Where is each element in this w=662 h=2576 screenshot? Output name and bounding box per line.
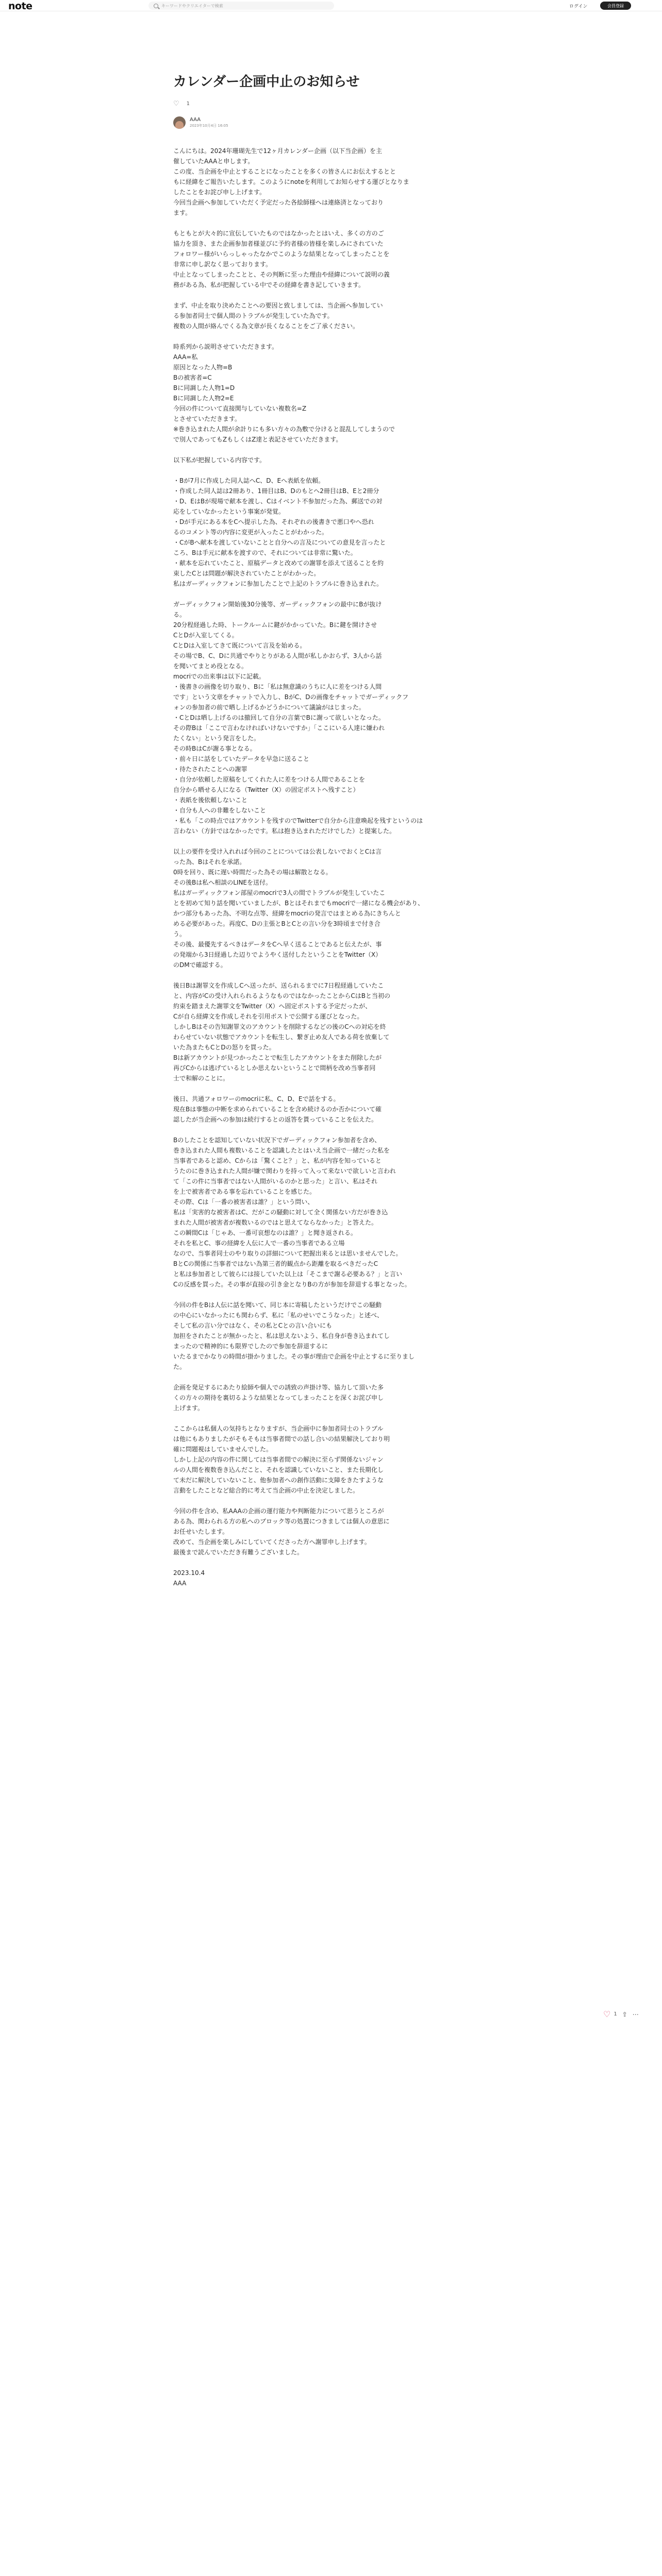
body-paragraph: まず、中止を取り決めたことへの要因と致しましては、当企画へ参加してい る参加者同士で個人間のトラブルが発生していた為です。 複数の人間が絡んでくる為文章が長くなることをご了承ください。 <box>173 302 383 330</box>
body-paragraph: 今回の件をBは人伝に話を聞いて、同じ本に寄稿したというだけでこの騒動 の中心にいなかったにも関わらず、私に「私のせいでこうなった」と述べ、 そして私の言い分ではなく、その私とCとの言い合いにも 加担をされたことが無かったと、私は思えないよう、私自身が巻き込まれてし まったので精神的にも限界でしたので参加を辞退するに いたるまでかなりの時間が掛かりました。その事が理由で企画を中止とするに至りまし た。 <box>173 1301 415 1370</box>
login-link[interactable]: ログイン <box>569 4 588 9</box>
paragraph-gap <box>173 290 493 300</box>
paragraph-gap <box>173 836 493 846</box>
search-placeholder: キーワードやクリエイターで検索 <box>161 3 223 8</box>
avatar[interactable] <box>173 116 186 129</box>
body-paragraph: ・Bが7月に作成した同人誌へC、D、Eへ表紙を依頼。 ・作成した同人誌は2冊あり、1冊目はB、Dのもとへ2冊目はB、Eと2冊分 ・D、EはBが現場で献本を渡し、Cはイベント不参加だった為、郵送での対 応をしていなかったという事案が発覚。 ・Dが手元にある本をCへ提示した為、それぞれの後書きで悪口やへ恐れ るのコメント等の内容に変更が入ったことがわかった。 ・CがBへ献本を渡していないことと自分への言及についての意見を言ったと ころ、Bは手元に献本を渡すので、それについては非常に驚いた。 ・献本を忘れていたこと、原稿データと改めての謝罪を添えて送ることを約 束したCとは問題が解決されていたことがわかった。 私はガーディックフォンに参加したことで上記のトラブルに巻き込まれた。 <box>173 477 386 587</box>
author-info[interactable] <box>173 116 228 129</box>
search-input[interactable] <box>148 2 334 10</box>
paragraph-gap <box>173 1125 493 1135</box>
body-paragraph: Bのしたことを認知していない状況下でガーディックフォン参加者を含め、 巻き込まれた人間も複数いることを認識したとはいえ当企画で一緒だった私を 当事者であると認め、Cからは「驚くこと？」と、私が内容を知っていると うたのに巻き込まれた人間が嫌で関わりを持って入って来ないで欲しいと言われ て「この件に当事者ではない人間がいるのかと思った」と言い、私はそれ を上で被害者である事を忘れていることを感じた。 その際、Cは「一番の被害者は誰？」という問い、 私は「実害的な被害者はC、だがこの騒動に対して全く関係ない方だが巻き込 まれた人間が被害者が複数いるのではと思えてならなかった」と答えた。 この瞬間Cは「じゃあ、一番可哀想なのは誰？」と聞き返される。 それを私とC、事の経緯を人伝に人で一番の当事者である立場 なので、当事者同士のやり取りの詳細について把握出来るとは思いませんでした。 BとCの関係に当事者ではない為第三者的観点から距離を取るべきだったC と私は参加者として彼らには接していた以上は「そこまで謝る必要ある？」と言い Cの反感を買った。その事が直接の引き金となりBの方が参加を辞退する事となった。 <box>173 1137 411 1288</box>
body-paragraph: もともとが大々的に宣伝していたものではなかったとはいえ、多くの方のご 協力を頂き、また企画参加者様並びに予約者様の皆様を楽しみにされていた フォロワー様がいらっしゃったなかでこのような結果となってしまったことを 非常に申し訳なく思っております。 中止となってしまったことと、その判断に至った理由や経緯について説明の義 務がある為、私が把握している中でその経緯を書き記していきます。 <box>173 230 390 289</box>
body-paragraph: 今回の件を含め、私AAAの企画の運行能力や判断能力について思うところが ある為、関わられる方の私へのブロック等の処置につきましては個人の意思に お任せいたします。 改めて、当企画を楽しみにしていてくださった方へ謝罪申し上げます。 最後まで読んでいただき有難うございました。 <box>173 1507 390 1556</box>
paragraph-gap <box>173 970 493 980</box>
paragraph-gap <box>173 1372 493 1382</box>
paragraph-gap <box>173 1083 493 1094</box>
body-paragraph: ガーディックフォン開始後30分後等、ガーディックフォンの最中にBが抜け る。 20分程経過した時、トークルームに鍵がかかっていた。Bに鍵を開けさせ CとDが入室してくる。 CとDは入室してきて既について言及を始める。 その場でB、C、Dに共通でやりとりがある人間が私しかおらず、3人から話 を聞いてまとめ役となる。 mocriでの出来事は以下に記載。 ・後書きの画像を切り取り、Bに「私は無意識のうちに人に差をつける人間 です」という文章をチャットで入力し、BがC、Dの画像をチャットでガーディックフ ォンの参加者の前で晒し上げるかどうかについて議論がはじまった。 ・CとDは晒し上げるのは撤回して自分の言葉でBに謝って欲しいとなった。 その際Bは「ここで言わなければいけないですか」「ここにいる人達に嫌われ たくない」という発言をした。 その時BはCが謝る事となる。 ・前々日に話をしていたデータを早急に送ること ・待たされたことへの謝罪 ・自分が依頼した原稿をしてくれた人に差をつける人間であることを 自分から晒せる人になる（Twitter（X）の固定ポストへ残すこと） ・表紙を後依頼しないこと ・自分も人への非難をしないこと ・私も「この時点ではアカウントを残すのでTwitterで自分から注意喚起を残すというのは 言わない（方針ではなかったです。私は抱き込まれただけでした）と提案した。 <box>173 601 423 835</box>
article-body <box>173 146 493 1588</box>
paragraph-gap <box>173 589 493 599</box>
paragraph-gap <box>173 445 493 455</box>
share-icon[interactable]: ⇪ <box>622 2010 627 2018</box>
paragraph-gap <box>173 218 493 228</box>
site-header <box>0 0 662 11</box>
signup-button[interactable]: 会員登録 <box>600 2 631 10</box>
body-paragraph: 企画を発足するにあたり絵師や個人での誘致の声掛け等、協力して頂いた多 くの方々の期待を裏切るような結果となってしまったことを深くお詫び申し 上げます。 <box>173 1384 384 1412</box>
paragraph-gap <box>173 331 493 342</box>
body-paragraph: こんにちは。2024年珊瑚先生で12ヶ月カレンダー企画（以下当企画）を主 催していたAAAと申します。 この度、当企画を中止とすることになったことを多くの皆さんにお伝えするとと もに経緯をご報告いたします。このようにnoteを利用してお知らせする運びとなりま したことをお詫び申し上げます。 今回当企画へ参加していただく予定だった各絵師様へは連絡済となっており ます。 <box>173 147 409 216</box>
heart-icon[interactable]: ♡ <box>173 100 179 108</box>
article-title: カレンダー企画中止のお知らせ <box>173 74 360 90</box>
publish-date: 2023年10月4日 16:05 <box>190 124 228 128</box>
like-count: 1 <box>186 101 190 107</box>
paragraph-gap <box>173 465 493 476</box>
author-name[interactable]: AAA <box>190 117 201 123</box>
paragraph-gap <box>173 1496 493 1506</box>
body-paragraph: 後日、共通フォロワーのmocriに私、C、D、Eで話をする。 現在Bは事態の中断を求められていることを含め続けるのか否かについて確 認したが当企画への参加は続行するとの返答を貰っていることを伝えた。 <box>173 1095 382 1123</box>
body-paragraph: 時系列から説明させていただきます。 AAA=私 原因となった人物=B Bの被害者=C Bに同調した人物1=D Bに同調した人物2=E 今回の件について直接関与していない複数名=Z とさせていただきます。 ※巻き込まれた人間が余計りにも多い方々の為敷で分けると混乱してしまうので で別人であってもZもしくはZ達と表記させていただきます。 <box>173 343 395 443</box>
signature-name: AAA <box>173 1580 187 1587</box>
heart-icon[interactable]: ♡ <box>603 2009 611 2019</box>
signature-date: 2023.10.4 <box>173 1569 205 1577</box>
side-action-bar <box>603 2009 639 2019</box>
body-paragraph: ここからは私個人の気持ちとなりますが、当企画中に参加者同士のトラブル は他にもありましたがそもそもは当事者間での話し合いの結果解決しており明 確に問題視はしていませんでした。 しかし上記の内容の件に関しては当事者間での解決に至らず関係ないジャン ルの人間を複数巻き込んだこと、それを認識していないこと、また長期化し て未だに解決していないこと、他参加者への創作活動に支障をきたすような 言動をしたことなど総合的に考えて当企画の中止を決定しました。 <box>173 1425 390 1494</box>
search-icon <box>154 4 158 8</box>
more-icon[interactable]: ⋯ <box>632 2010 639 2018</box>
paragraph-gap <box>173 1413 493 1423</box>
side-like-count: 1 <box>614 2011 617 2017</box>
body-paragraph: 後日Bは謝罪文を作成しCへ送ったが、送られるまでに7日程経過していたこ と、内容がCの受け入れられるようなものではなかったことからCはBと当初の 約束を踏まえた謝罪文をTwitter（X）へ固定ポストする予定だったが、 Cが自ら経緯文を作成しそれを引用ポストで公開する運びとなった。 しかしBはその告知謝罪文のアカウントを削除するなどの後のCへの対応を終 わらせていない状態でアカウントを転生し、繋ぎ止め友人である荷を放棄して いた為またもCとDの怒りを買った。 Bは新アカウントが見つかったことで転生したアカウントをまた削除したが 再びCからは逃げているとしか思えないということで間柄を改め当事者同 士で和解のことに。 <box>173 982 390 1082</box>
body-paragraph: 以上の要件を受け入れれば今回のことについては公表しないでおくとCは言 った為、Bはそれを承諾。 0時を回り、既に遅い時間だった為その場は解散となる。 その後Bは私へ相談のLINEを送付。 私はガーディックフォン部屋のmocriで3人の間でトラブルが発生していたこ とを初めて知り話を聞いていましたが、Bとはそれまでもmocriで一緒になる機会があり、 かつ部分もあった為、不明な点等、経緯をmocriの発言ではまとめる為にきちんと める必要があった。再度C、Dの主張とBとCとの言い分を3時頃まで付き合 う。 その後、最優先するべきはデータをCへ早く送ることであると伝えたが、事 の発端から3日経過した辺りでようやく送付したということをTwitter（X） のDMで確認する。 <box>173 848 424 969</box>
paragraph-gap <box>173 1557 493 1568</box>
like-row <box>173 100 190 107</box>
note-logo[interactable]: note <box>8 1 32 12</box>
body-paragraph: 以下私が把握している内容です。 <box>173 456 266 464</box>
paragraph-gap <box>173 1290 493 1300</box>
